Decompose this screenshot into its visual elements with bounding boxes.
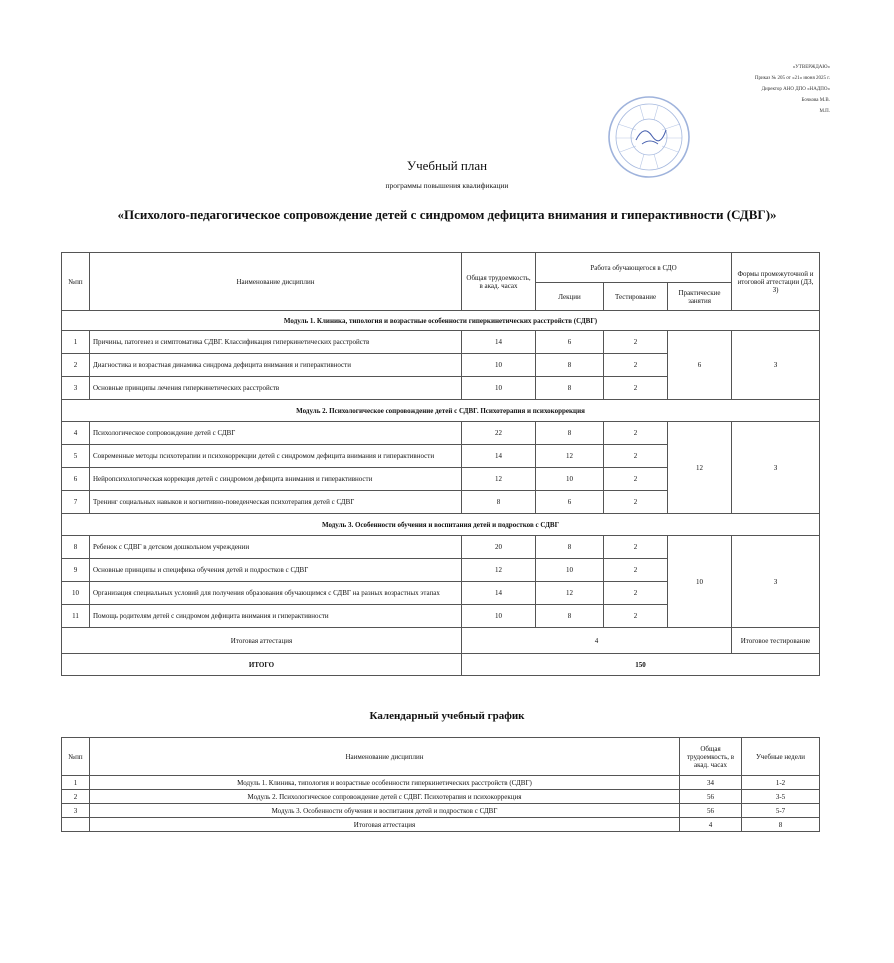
module-title: Модуль 1. Клиника, типология и возрастные особенности гиперкинетических расстройств (СДВГ) [62, 311, 820, 331]
row-hours: 12 [462, 468, 536, 491]
module-practice: 10 [668, 536, 732, 628]
schedule-table [61, 737, 820, 832]
schedule-header-num: №пп [62, 738, 90, 776]
row-hours: 14 [462, 582, 536, 605]
row-hours: 22 [462, 422, 536, 445]
header-num: №пп [62, 253, 90, 311]
total-row [62, 654, 820, 676]
module-form: З [732, 331, 820, 400]
module-title: Модуль 2. Психологическое сопровождение детей с СДВГ. Психотерапия и психокоррекция [62, 400, 820, 422]
header-name: Наименование дисциплин [90, 253, 462, 311]
schedule-weeks: 8 [742, 818, 820, 832]
module-practice: 12 [668, 422, 732, 514]
row-lectures: 8 [536, 422, 604, 445]
row-hours: 14 [462, 331, 536, 354]
table-row [62, 804, 820, 818]
schedule-num: 3 [62, 804, 90, 818]
schedule-num [62, 818, 90, 832]
row-name: Психологическое сопровождение детей с СДВГ [90, 422, 462, 445]
page-title: Учебный план [406, 158, 488, 173]
row-num: 9 [62, 559, 90, 582]
table-row [62, 818, 820, 832]
row-lectures: 6 [536, 331, 604, 354]
module-row [62, 400, 820, 422]
final-label: Итоговая аттестация [62, 628, 462, 654]
row-num: 11 [62, 605, 90, 628]
row-lectures: 8 [536, 536, 604, 559]
row-tests: 2 [604, 559, 668, 582]
program-title: «Психолого-педагогическое сопровождение детей с синдромом дефицита внимания и гиперактивности (СДВГ)» [117, 207, 777, 222]
row-num: 10 [62, 582, 90, 605]
total-label: ИТОГО [62, 654, 462, 676]
approval-line: Приказ № 205 от «21» июня 2025 г. [754, 76, 830, 81]
table-row [62, 790, 820, 804]
module-row [62, 311, 820, 331]
header-forms: Формы промежуточной и итоговой аттестации (ДЗ, З) [732, 253, 820, 311]
page-subtitle: программы повышения квалификации [385, 181, 509, 190]
schedule-name: Модуль 3. Особенности обучения и воспитания детей и подростков с СДВГ [90, 804, 680, 818]
row-name: Причины, патогенез и симптоматика СДВГ. Классификация гиперкинетических расстройств [90, 331, 462, 354]
row-name: Современные методы психотерапии и психокоррекции детей с синдромом дефицита внимания и гиперактивности [93, 452, 435, 460]
row-tests: 2 [604, 491, 668, 514]
table-row [62, 331, 820, 354]
row-name: Ребенок с СДВГ в детском дошкольном учреждении [90, 536, 462, 559]
schedule-header-weeks: Учебные недели [742, 738, 820, 776]
schedule-weeks: 1-2 [742, 776, 820, 790]
total-hours: 150 [462, 654, 820, 676]
table-row [62, 536, 820, 559]
module-title: Модуль 3. Особенности обучения и воспитания детей и подростков с СДВГ [62, 514, 820, 536]
final-attestation-row [62, 628, 820, 654]
row-lectures: 10 [536, 559, 604, 582]
row-lectures: 8 [536, 377, 604, 400]
row-num: 2 [62, 354, 90, 377]
row-tests: 2 [604, 468, 668, 491]
curriculum-table [61, 252, 820, 676]
row-num: 1 [62, 331, 90, 354]
row-hours: 10 [462, 377, 536, 400]
schedule-hours: 56 [680, 790, 742, 804]
header-tests: Тестирование [604, 283, 668, 311]
schedule-hours: 4 [680, 818, 742, 832]
row-tests: 2 [604, 536, 668, 559]
row-tests: 2 [604, 445, 668, 468]
header-practice: Практические занятия [668, 283, 732, 311]
row-tests: 2 [604, 377, 668, 400]
approval-line: М.П. [819, 109, 830, 114]
row-tests: 2 [604, 582, 668, 605]
approval-line: Бочкова М.В. [801, 98, 830, 103]
table-row [62, 422, 820, 445]
row-name: Диагностика и возрастная динамика синдрома дефицита внимания и гиперактивности [90, 354, 462, 377]
row-name: Тренинг социальных навыков и когнитивно-поведенческая психотерапия детей с СДВГ [90, 491, 462, 514]
module-practice: 6 [668, 331, 732, 400]
schedule-name: Итоговая аттестация [90, 818, 680, 832]
row-name: Помощь родителям детей с синдромом дефицита внимания и гиперактивности [90, 605, 462, 628]
row-lectures: 6 [536, 491, 604, 514]
row-tests: 2 [604, 605, 668, 628]
row-name: Основные принципы и специфика обучения детей и подростков с СДВГ [90, 559, 462, 582]
row-name: Основные принципы лечения гиперкинетических расстройств [90, 377, 462, 400]
header-hours: Общая трудоемкость, в акад. часах [462, 253, 536, 311]
row-hours: 8 [462, 491, 536, 514]
row-lectures: 10 [536, 468, 604, 491]
row-num: 5 [62, 445, 90, 468]
row-lectures: 12 [536, 445, 604, 468]
schedule-hours: 56 [680, 804, 742, 818]
row-hours: 14 [462, 445, 536, 468]
table-header-row [62, 253, 820, 283]
schedule-num: 1 [62, 776, 90, 790]
schedule-weeks: 3-5 [742, 790, 820, 804]
row-hours: 10 [462, 605, 536, 628]
row-hours: 12 [462, 559, 536, 582]
final-hours: 4 [462, 628, 732, 654]
row-num: 7 [62, 491, 90, 514]
header-lectures: Лекции [536, 283, 604, 311]
table-row [62, 776, 820, 790]
approval-line: Директор АНО ДПО «НАДПО» [761, 87, 830, 92]
row-num: 3 [62, 377, 90, 400]
module-form: З [732, 422, 820, 514]
row-hours: 10 [462, 354, 536, 377]
row-lectures: 12 [536, 582, 604, 605]
approval-line: «УТВЕРЖДАЮ» [792, 65, 830, 70]
row-tests: 2 [604, 422, 668, 445]
schedule-header-name: Наименование дисциплин [90, 738, 680, 776]
schedule-header-row [62, 738, 820, 776]
row-lectures: 8 [536, 354, 604, 377]
header-work: Работа обучающегося в СДО [536, 253, 732, 283]
schedule-name: Модуль 2. Психологическое сопровождение детей с СДВГ. Психотерапия и психокоррекция [90, 790, 680, 804]
final-form: Итоговое тестирование [732, 628, 820, 654]
schedule-name: Модуль 1. Клиника, типология и возрастные особенности гиперкинетических расстройств (СДВГ) [90, 776, 680, 790]
row-num: 8 [62, 536, 90, 559]
schedule-title: Календарный учебный график [369, 710, 525, 722]
schedule-num: 2 [62, 790, 90, 804]
row-name: Нейропсихологическая коррекция детей с синдромом дефицита внимания и гиперактивности [90, 468, 462, 491]
schedule-hours: 34 [680, 776, 742, 790]
row-tests: 2 [604, 331, 668, 354]
row-name: Организация специальных условий для получения образования обучающимся с СДВГ на разных возрастных этапах [93, 589, 440, 597]
row-tests: 2 [604, 354, 668, 377]
schedule-header-hours: Общая трудоемкость, в акад. часах [680, 738, 742, 776]
row-num: 6 [62, 468, 90, 491]
module-form: З [732, 536, 820, 628]
module-row [62, 514, 820, 536]
schedule-weeks: 5-7 [742, 804, 820, 818]
row-num: 4 [62, 422, 90, 445]
row-hours: 20 [462, 536, 536, 559]
row-lectures: 8 [536, 605, 604, 628]
